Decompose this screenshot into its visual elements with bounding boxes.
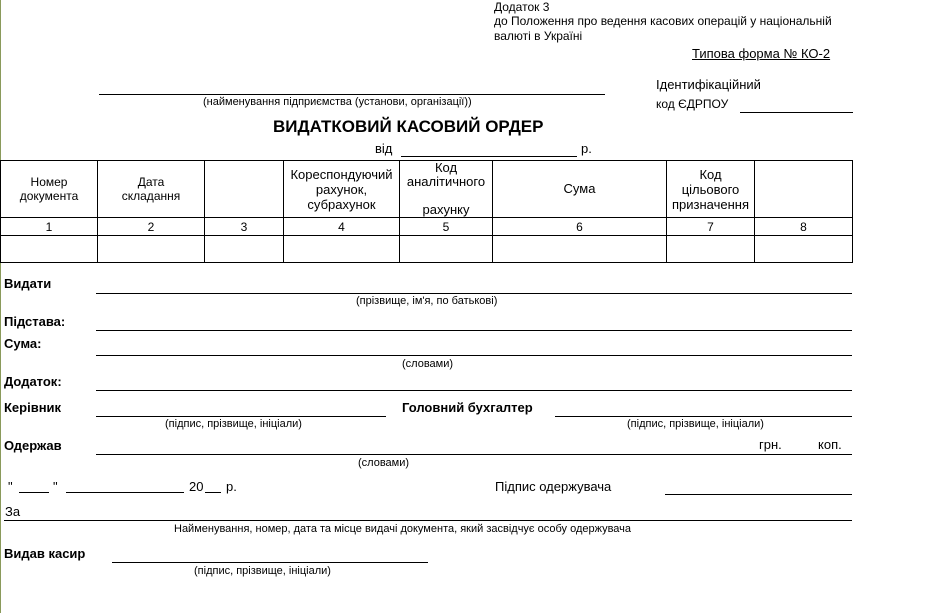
- enterprise-name-line[interactable]: [99, 94, 605, 95]
- entry-cell-analytic-code[interactable]: [400, 236, 493, 263]
- col-corresponding-account: [284, 161, 400, 218]
- received-label: Одержав: [4, 438, 62, 453]
- enterprise-caption: (найменування підприємства (установи, організації)): [203, 96, 472, 108]
- entry-cell-document-number[interactable]: [1, 236, 98, 263]
- chief-accountant-caption: (підпис, прізвище, ініціали): [627, 418, 764, 430]
- header-text: субрахунок: [307, 196, 376, 212]
- identity-document-line[interactable]: [4, 520, 852, 521]
- sum-words-line[interactable]: [96, 355, 852, 356]
- identity-document-caption: Найменування, номер, дата та місце видачі документа, який засвідчує особу одержувача: [174, 523, 632, 535]
- table-number-row: [1, 218, 853, 236]
- column-number: 1: [1, 218, 98, 236]
- header-text: складання: [121, 189, 181, 203]
- header-text: Код: [699, 166, 722, 182]
- header-text: Кореспондуючий: [290, 166, 393, 182]
- received-words-line[interactable]: [96, 454, 852, 455]
- header-text: цільового: [681, 181, 740, 197]
- header-text: Номер: [30, 175, 68, 189]
- column-number: 6: [493, 218, 667, 236]
- cashier-signature-line[interactable]: [112, 562, 428, 563]
- month-input-line[interactable]: [66, 492, 184, 493]
- kop-label: коп.: [818, 437, 842, 452]
- header-text: документа: [19, 189, 79, 203]
- header-text: рахунок,: [315, 181, 368, 197]
- column-number: 3: [205, 218, 284, 236]
- sum-caption: (словами): [402, 358, 454, 370]
- header-text: Код: [434, 161, 458, 175]
- edrpou-input-line[interactable]: [740, 112, 853, 113]
- table-header-row: [1, 161, 853, 218]
- basis-line[interactable]: [96, 330, 852, 331]
- appendix-line-2: до Положення про ведення касових операцій у національній: [494, 14, 832, 28]
- per-label: За: [5, 504, 21, 519]
- entry-cell-target-code[interactable]: [667, 236, 755, 263]
- appendix-line-3: валюті в Україні: [494, 29, 583, 43]
- attachment-label: Додаток:: [4, 374, 62, 389]
- head-label: Керівник: [4, 400, 62, 415]
- uah-label: грн.: [759, 437, 782, 452]
- year-input-line[interactable]: [205, 492, 221, 493]
- attachment-line[interactable]: [96, 390, 852, 391]
- col-8: [755, 161, 853, 218]
- column-number: 2: [98, 218, 205, 236]
- entry-cell-8[interactable]: [755, 236, 853, 263]
- year-suffix: р.: [226, 479, 237, 494]
- head-caption: (підпис, прізвище, ініціали): [165, 418, 302, 430]
- head-signature-line[interactable]: [96, 416, 386, 417]
- cashier-caption: (підпис, прізвище, ініціали): [194, 565, 331, 577]
- entry-cell-sum[interactable]: [493, 236, 667, 263]
- issue-caption: (прізвище, ім'я, по батькові): [356, 295, 498, 307]
- date-suffix: р.: [581, 141, 592, 156]
- document-title: ВИДАТКОВИЙ КАСОВИЙ ОРДЕР: [273, 117, 544, 136]
- form-type: Типова форма № КО-2: [692, 46, 831, 61]
- entry-cell-3[interactable]: [205, 236, 284, 263]
- column-number: 7: [667, 218, 755, 236]
- recipient-signature-label: Підпис одержувача: [495, 479, 612, 494]
- date-prefix: від: [375, 141, 393, 156]
- header-text: Сума: [563, 181, 596, 196]
- col-document-number: [1, 161, 98, 218]
- date-quote-open: ": [8, 479, 13, 494]
- sum-label: Сума:: [4, 336, 42, 351]
- col-3: [205, 161, 284, 218]
- column-number: 5: [400, 218, 493, 236]
- chief-accountant-signature-line[interactable]: [555, 416, 852, 417]
- column-number: 8: [755, 218, 853, 236]
- issue-label: Видати: [4, 276, 52, 291]
- date-input-line[interactable]: [401, 156, 577, 157]
- header-text: призначення: [671, 196, 750, 212]
- entry-cell-corresponding-account[interactable]: [284, 236, 400, 263]
- edrpou-label-1: Ідентифікаційний: [656, 77, 761, 92]
- column-number: 4: [284, 218, 400, 236]
- chief-accountant-label: Головний бухгалтер: [402, 400, 533, 415]
- header-text: рахунку: [422, 202, 470, 217]
- basis-label: Підстава:: [4, 314, 66, 329]
- col-analytic-code: [400, 161, 493, 218]
- table-entry-row: [1, 236, 853, 263]
- date-quote-close: ": [53, 479, 58, 494]
- appendix-line-1: Додаток 3: [494, 0, 550, 14]
- issue-name-line[interactable]: [96, 293, 852, 294]
- header-text: Дата: [137, 175, 165, 189]
- day-input-line[interactable]: [19, 492, 49, 493]
- col-sum: [493, 161, 667, 218]
- order-table: [0, 160, 853, 263]
- cashier-label: Видав касир: [4, 546, 86, 561]
- received-caption: (словами): [358, 457, 410, 469]
- col-date: [98, 161, 205, 218]
- header-text: аналітичного: [406, 174, 486, 189]
- page-left-border: [0, 0, 1, 613]
- recipient-signature-line[interactable]: [665, 494, 852, 495]
- col-target-code: [667, 161, 755, 218]
- entry-cell-date[interactable]: [98, 236, 205, 263]
- year-prefix: 20: [189, 479, 204, 494]
- edrpou-label-2: код ЄДРПОУ: [656, 97, 729, 111]
